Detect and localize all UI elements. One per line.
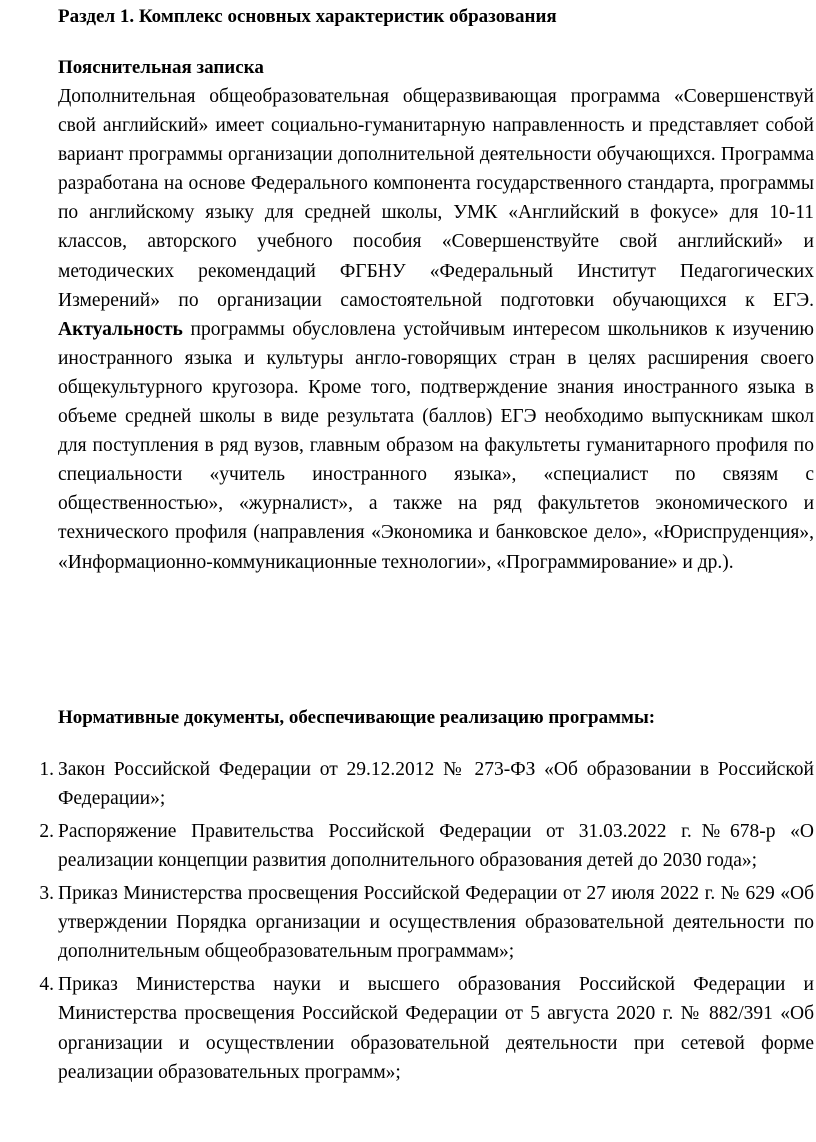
note-title: Пояснительная записка — [58, 57, 264, 78]
document-number: 4. — [39, 973, 54, 995]
intro-paragraph — [58, 82, 814, 577]
document-number: 3. — [39, 882, 54, 904]
relevance-term: Актуальность — [58, 318, 183, 340]
document-text: Распоряжение Правительства Российской Федерации от 31.03.2022 г.№678-р «О реализации концепции развития дополнительного образования детей до 2030 года»; — [58, 820, 814, 872]
intro-text-part1: Дополнительная общеобразовательная общеразвивающая программа «Совершенствуй свой английский» имеет социально-гуманитарную направленность и представляет собой вариант программы организации дополнительной деятельности обучающихся. Программа разработана на основе Федерального компонента государственного стандарта, программы по английскому языку для средней школы, УМК «Английский в фокусе» для 10-11 классов, авторского учебного пособия «Совершенствуйте свой английский» и методических рекомендаций ФГБНУ «Федеральный Институт Педагогических Измерений» по организации самостоятельной подготовки обучающихся к ЕГЭ. — [58, 86, 814, 311]
document-item — [39, 970, 814, 1088]
documents-list — [39, 755, 814, 1090]
document-number: 2. — [39, 820, 54, 842]
document-item — [39, 817, 814, 876]
document-number: 1. — [39, 759, 54, 780]
document-text: Закон Российской Федерации от 29.12.2012 № 273-ФЗ «Об образовании в Российской Федерации»; — [58, 759, 814, 810]
document-text: Приказ Министерства просвещения Российской Федерации от 27 июля 2022 г. № 629 «Об утверждении Порядка организации и осуществления образовательной деятельности по дополнительным общеобразовательным программам»; — [58, 882, 814, 963]
document-item — [39, 755, 814, 814]
document-item — [39, 879, 814, 967]
section-title: Раздел 1. Комплекс основных характеристик образования — [58, 6, 557, 27]
documents-heading: Нормативные документы, обеспечивающие реализацию программы: — [58, 707, 656, 728]
intro-text-part2: программы обусловлена устойчивым интересом школьников к изучению иностранного языка и культуры англо-говорящих стран в целях расширения своего общекультурного кругозора. Кроме того, подтверждение знания иностранного языка в объеме средней школы в виде результата (баллов) ЕГЭ необходимо выпускникам школ для поступления в ряд вузов, главным образом на факультеты гуманитарного профиля по специальности «учитель иностранного языка», «специалист по связям с общественностью», «журналист», а также на ряд факультетов экономического и технического профиля (направления «Экономика и банковское дело», «Юриспруденция», «Информационно-коммуникационные технологии», «Программирование» и др.). — [58, 318, 814, 573]
document-text: Приказ Министерства науки и высшего образования Российской Федерации и Министерства просвещения Российской Федерации от 5 августа 2020 г. № 882/391 «Об организации и осуществлении образовательной деятельности при сетевой форме реализации образовательных программ»; — [58, 973, 814, 1084]
